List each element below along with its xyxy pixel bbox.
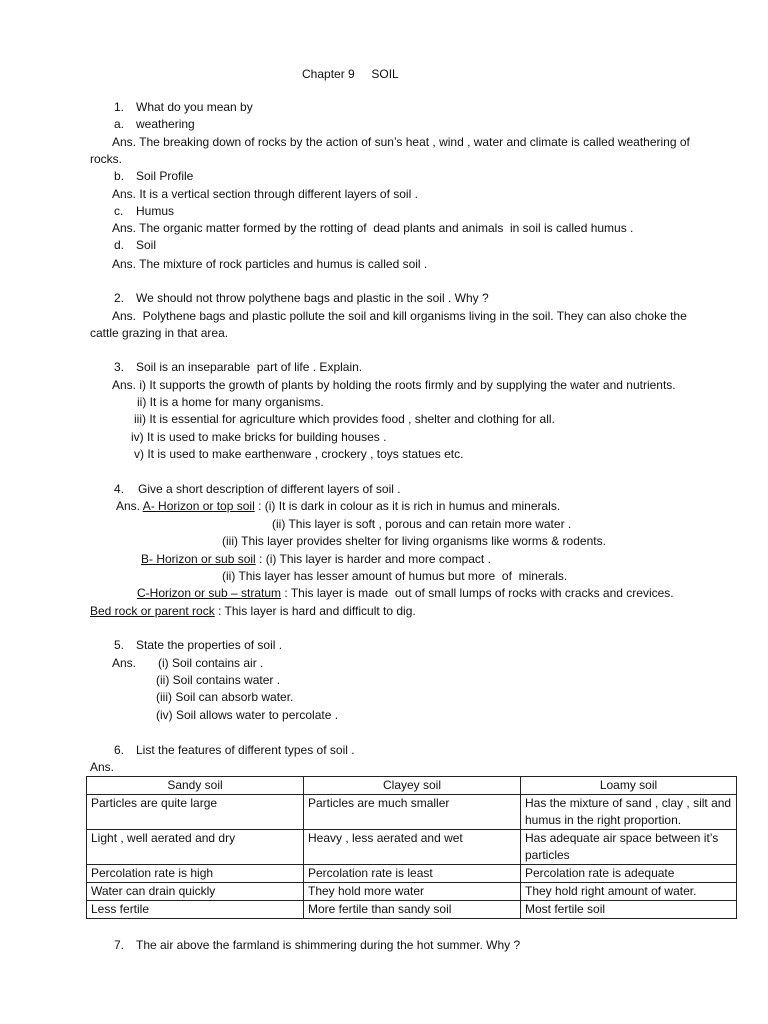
table-row xyxy=(87,865,737,883)
q7-text: The air above the farmland is shimmering during the hot summer. Why ? xyxy=(136,938,521,952)
c-horizon-point1: : This layer is made out of small lumps of rocks with cracks and crevices. xyxy=(281,586,674,600)
q1a-label: a. xyxy=(114,117,125,131)
q1-text: What do you mean by xyxy=(136,100,253,114)
q3-answer-5: v) It is used to make earthenware , crockery , toys statues etc. xyxy=(134,447,464,461)
q5-property-3: (iii) Soil can absorb water. xyxy=(156,690,294,704)
q2-answer-line2: cattle grazing in that area. xyxy=(90,326,229,340)
q3-answer-1: Ans. i) It supports the growth of plants by holding the roots firmly and by supplying the water and nutrients. xyxy=(112,378,676,392)
q1a-answer-line1: Ans. The breaking down of rocks by the action of sun’s heat , wind , water and climate is called weathering of xyxy=(112,135,690,149)
q1d-label: d. xyxy=(114,238,125,252)
table-cell: Less fertile xyxy=(87,901,304,919)
a-horizon-point1: : (i) It is dark in colour as it is rich in humus and minerals. xyxy=(254,499,561,513)
table-cell: Percolation rate is adequate xyxy=(521,865,737,883)
q1d-answer: Ans. The mixture of rock particles and humus is called soil . xyxy=(112,257,428,271)
table-row xyxy=(87,883,737,901)
header-loamy-soil: Loamy soil xyxy=(521,777,737,795)
table-cell: They hold right amount of water. xyxy=(521,883,737,901)
q1a-answer-line2: rocks. xyxy=(90,152,123,166)
q7-number: 7. xyxy=(114,938,125,952)
a-horizon-point3: (iii) This layer provides shelter for living organisms like worms & rodents. xyxy=(222,534,606,548)
header-sandy-soil: Sandy soil xyxy=(87,777,304,795)
b-horizon-point1: : (i) This layer is harder and more compact . xyxy=(255,552,491,566)
q1c-answer: Ans. The organic matter formed by the rotting of dead plants and animals in soil is called humus . xyxy=(112,221,634,235)
q6-number: 6. xyxy=(114,743,125,757)
q5-text: State the properties of soil . xyxy=(136,638,283,652)
table-cell: Heavy , less aerated and wet xyxy=(304,830,521,865)
q4-bed-rock-line xyxy=(90,603,416,619)
table-cell: Percolation rate is high xyxy=(87,865,304,883)
q1-number: 1. xyxy=(114,100,125,114)
bed-rock-point1: : This layer is hard and difficult to dig. xyxy=(214,604,416,618)
q4-number: 4. xyxy=(114,482,125,496)
table-cell: Has the mixture of sand , clay , silt and humus in the right proportion. xyxy=(521,795,737,830)
q1b-answer: Ans. It is a vertical section through different layers of soil . xyxy=(112,187,418,201)
b-horizon-label: B- Horizon or sub soil xyxy=(141,552,256,566)
q3-text: Soil is an inseparable part of life . Explain. xyxy=(136,360,363,374)
table-row xyxy=(87,830,737,865)
q6-text: List the features of different types of soil . xyxy=(136,743,355,757)
q2-number: 2. xyxy=(114,291,125,305)
q1a-term: weathering xyxy=(136,117,195,131)
q2-answer-line1: Ans. Polythene bags and plastic pollute the soil and kill organisms living in the soil. They can also choke the xyxy=(112,309,687,323)
table-row xyxy=(87,795,737,830)
table-cell: Light , well aerated and dry xyxy=(87,830,304,865)
q1b-term: Soil Profile xyxy=(136,169,194,183)
q3-answer-3: iii) It is essential for agriculture which provides food , shelter and clothing for all. xyxy=(134,412,555,426)
q3-answer-4: iv) It is used to make bricks for building houses . xyxy=(131,430,387,444)
q1c-label: c. xyxy=(114,204,124,218)
table-cell: More fertile than sandy soil xyxy=(304,901,521,919)
q4-b-horizon-line1 xyxy=(141,551,491,567)
table-header-row xyxy=(87,777,737,795)
table-cell: Percolation rate is least xyxy=(304,865,521,883)
q5-property-2: (ii) Soil contains water . xyxy=(156,673,281,687)
q1d-term: Soil xyxy=(136,238,157,252)
q1b-label: b. xyxy=(114,169,125,183)
table-row xyxy=(87,901,737,919)
header-clayey-soil: Clayey soil xyxy=(304,777,521,795)
table-cell: Has adequate air space between it’s particles xyxy=(521,830,737,865)
q4-c-horizon-line xyxy=(137,585,674,601)
table-cell: Particles are much smaller xyxy=(304,795,521,830)
q5-property-4: (iv) Soil allows water to percolate . xyxy=(156,708,339,722)
bed-rock-label: Bed rock or parent rock xyxy=(90,604,215,618)
q3-answer-2: ii) It is a home for many organisms. xyxy=(137,395,324,409)
q3-number: 3. xyxy=(114,360,125,374)
q5-property-1: (i) Soil contains air . xyxy=(158,656,264,670)
q5-number: 5. xyxy=(114,638,125,652)
b-horizon-point2: (ii) This layer has lesser amount of humus but more of minerals. xyxy=(222,569,568,583)
soil-types-table xyxy=(86,776,737,919)
c-horizon-label: C-Horizon or sub – stratum xyxy=(137,586,282,600)
q1c-term: Humus xyxy=(136,204,175,218)
a-horizon-point2: (ii) This layer is soft , porous and can retain more water . xyxy=(272,517,572,531)
q6-ans-label: Ans. xyxy=(90,760,115,774)
table-cell: They hold more water xyxy=(304,883,521,901)
table-cell: Most fertile soil xyxy=(521,901,737,919)
table-cell: Water can drain quickly xyxy=(87,883,304,901)
q4-text: Give a short description of different layers of soil . xyxy=(138,482,401,496)
q5-ans-label: Ans. xyxy=(112,656,137,670)
q4-a-horizon-line1 xyxy=(116,498,560,514)
table-cell: Particles are quite large xyxy=(87,795,304,830)
page-title: Chapter 9 SOIL xyxy=(302,67,399,81)
a-horizon-label: A- Horizon or top soil xyxy=(142,499,255,513)
q4-ans-prefix: Ans. xyxy=(116,499,143,513)
q2-text: We should not throw polythene bags and plastic in the soil . Why ? xyxy=(136,291,489,305)
